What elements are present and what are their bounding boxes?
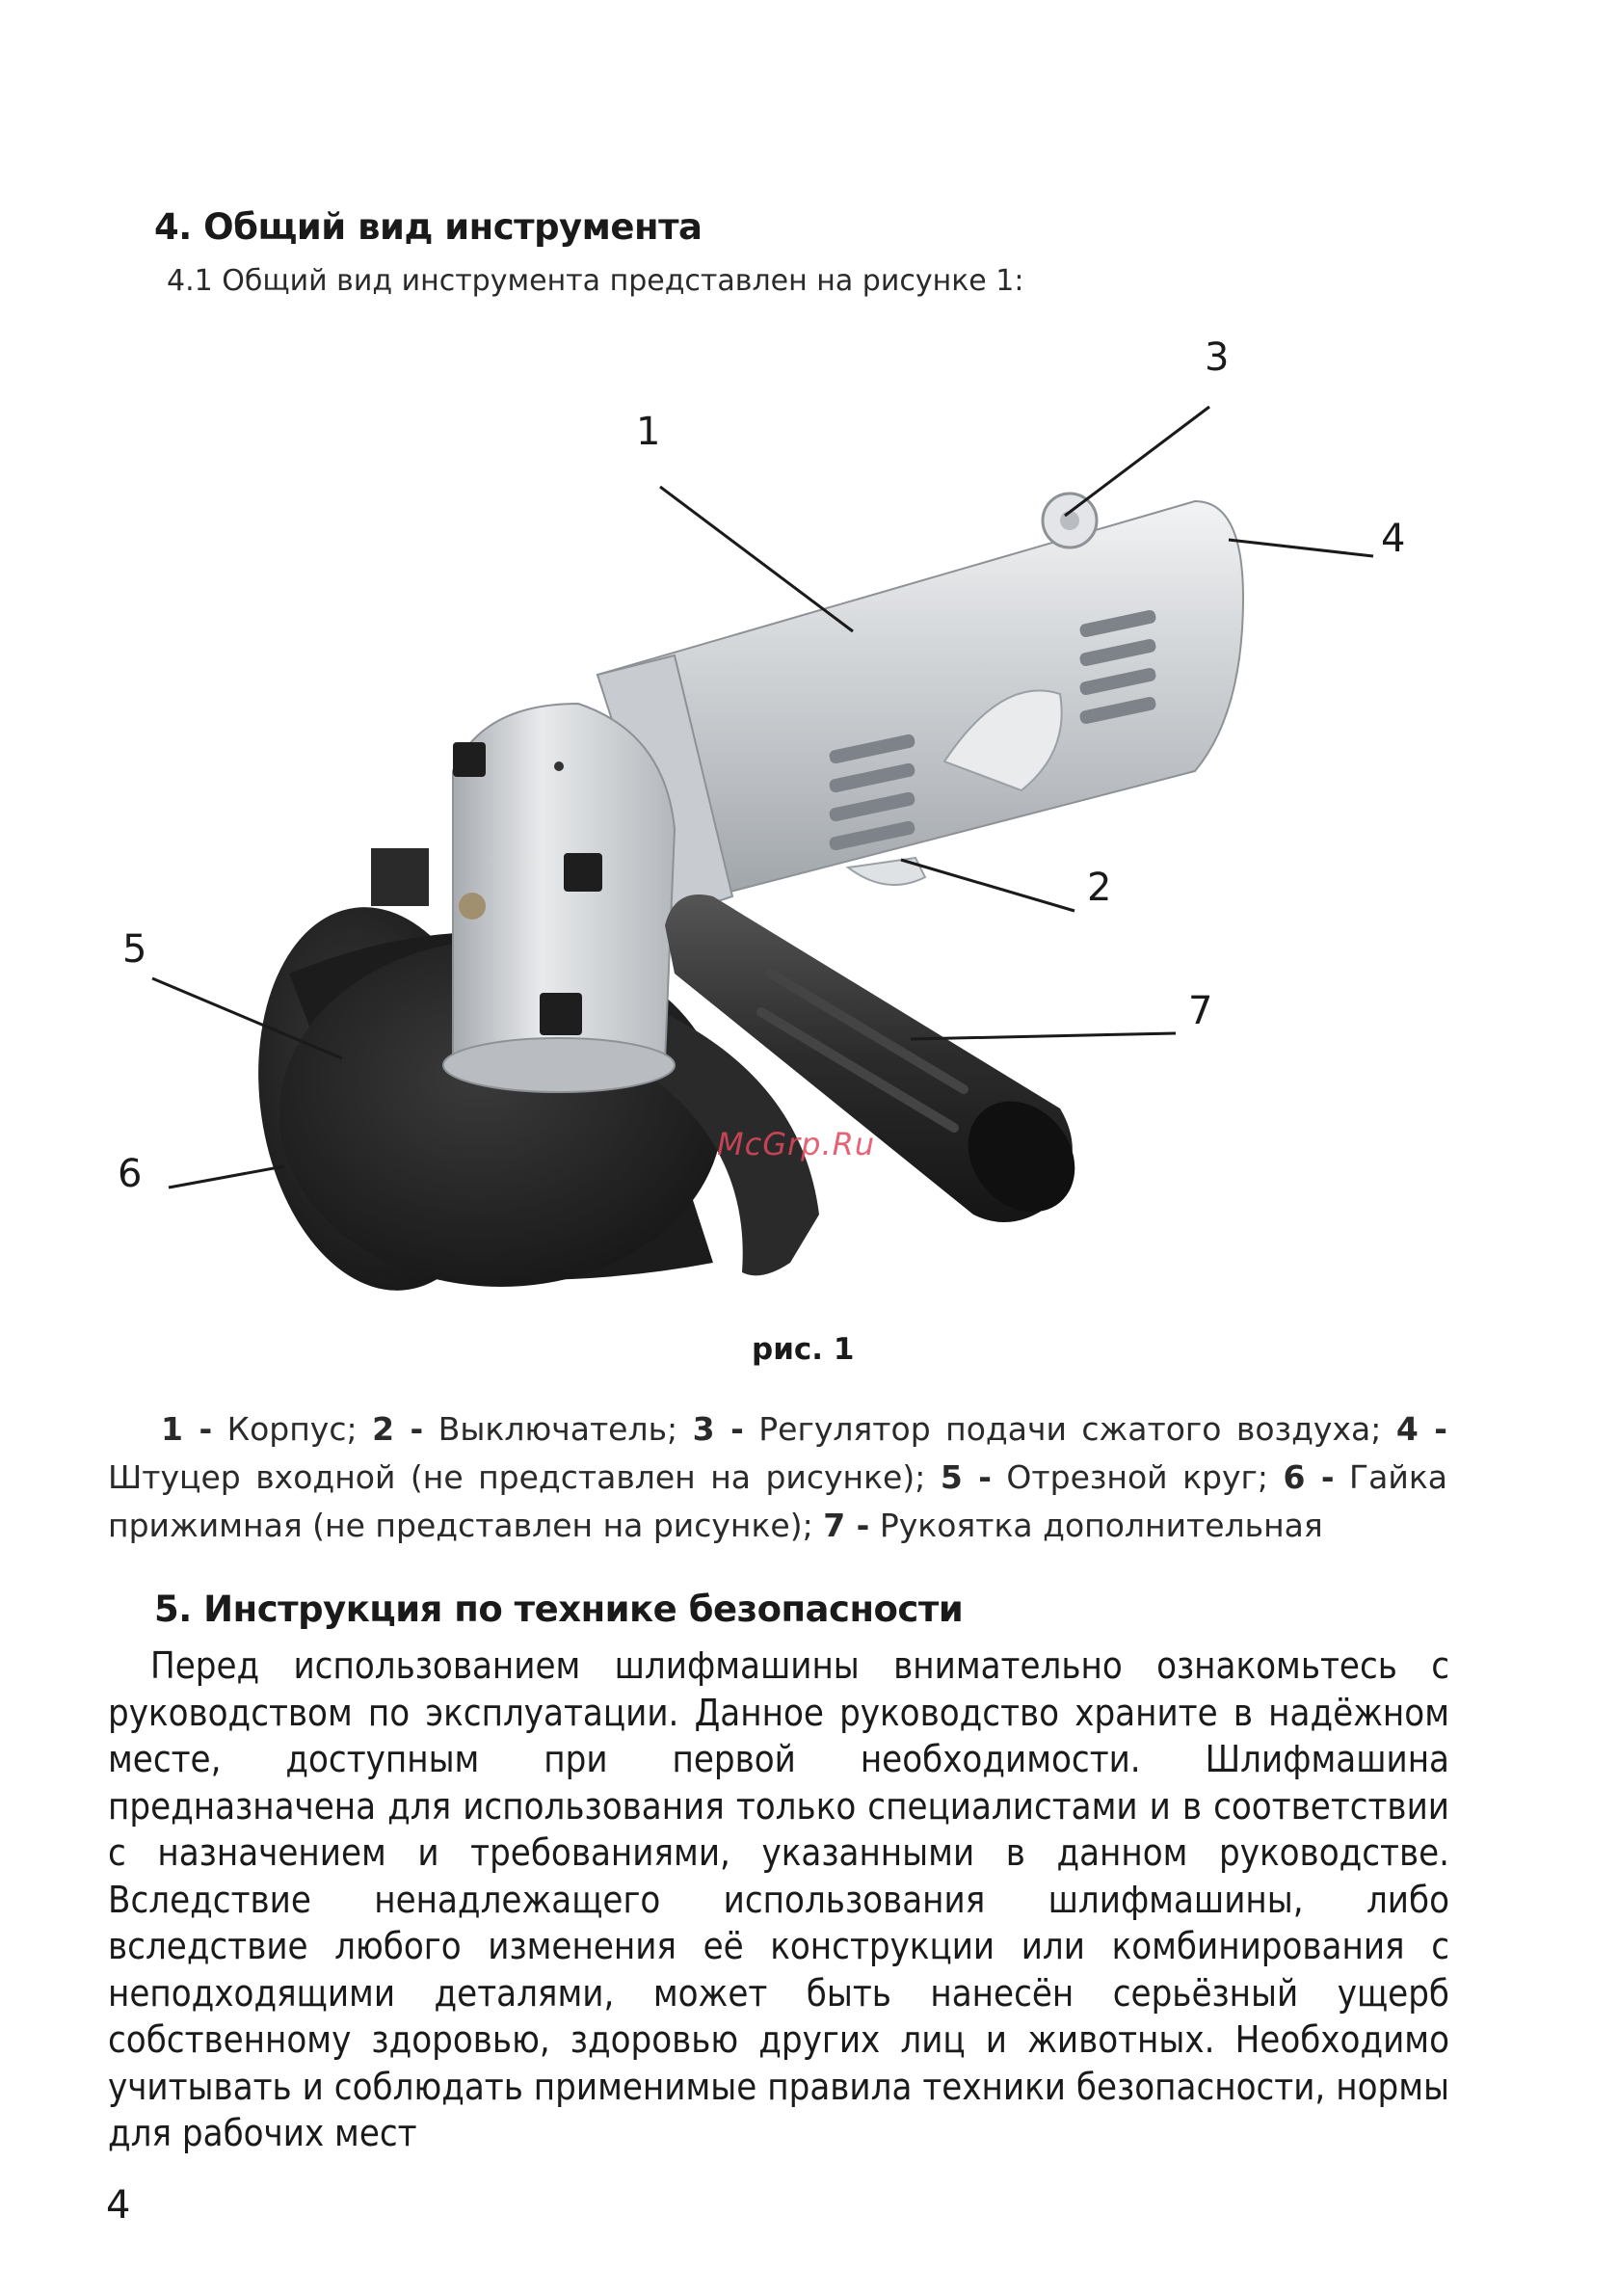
callout-1: 1 [636,410,661,454]
legend-text: Отрезной круг; [991,1458,1284,1496]
guard-bracket [371,848,429,906]
section-4-title: 4. Общий вид инструмента [154,206,703,248]
legend-text: Выключатель; [423,1410,693,1448]
callout-5: 5 [122,927,147,972]
legend-text: Регулятор подачи сжатого воздуха; [743,1410,1396,1448]
watermark: McGrp.Ru [717,1126,876,1162]
legend-text: Корпус; [212,1410,373,1448]
callout-4: 4 [1381,517,1406,561]
tool-body [597,494,1243,916]
section-5-body: Перед использованием шлифмашины внимательно ознакомьтесь с руководством по эксплуатации. Данное руководство храните в надёжном месте, доступным при первой необходимости. Шлифмашина предназначена для использования только специалистами и в соответствии с назначением и требованиями, указанными в данном руководстве. Вследствие ненадлежащего использования шлифмашины, либо вследствие любого изменения её конструкции или комбинирования с неподходящими деталями, может быть нанесён серьёзный ущерб собственному здоровью, здоровью других лиц и животных. Необходимо учитывать и соблюдать применимые правила техники безопасности, нормы для рабочих мест [108,1644,1449,2154]
callout-3: 3 [1205,335,1230,380]
legend-num: 3 - [692,1410,744,1448]
legend-num: 5 - [940,1458,992,1496]
figure-legend [108,1405,1447,1550]
legend-num: 7 - [823,1507,870,1544]
legend-text: Рукоятка дополнительная [869,1507,1323,1544]
legend-text: Гайка прижимная (не представлен на рисунке); [108,1458,1447,1544]
figure-caption: рис. 1 [752,1332,855,1367]
legend-num: 4 - [1395,1410,1447,1448]
gear-head [443,704,675,1092]
section-4-subtitle: 4.1 Общий вид инструмента представлен на рисунке 1: [167,264,1024,298]
page-number: 4 [106,2183,131,2228]
section-5-title: 5. Инструкция по технике безопасности [154,1589,964,1630]
legend-num: 2 - [372,1410,424,1448]
callout-2: 2 [1087,866,1112,910]
legend-text: Штуцер входной (не представлен на рисунке); [108,1458,941,1496]
legend-num: 1 - [161,1410,213,1448]
callout-7: 7 [1188,989,1213,1033]
legend-num: 6 - [1283,1458,1335,1496]
callout-6: 6 [118,1152,143,1196]
